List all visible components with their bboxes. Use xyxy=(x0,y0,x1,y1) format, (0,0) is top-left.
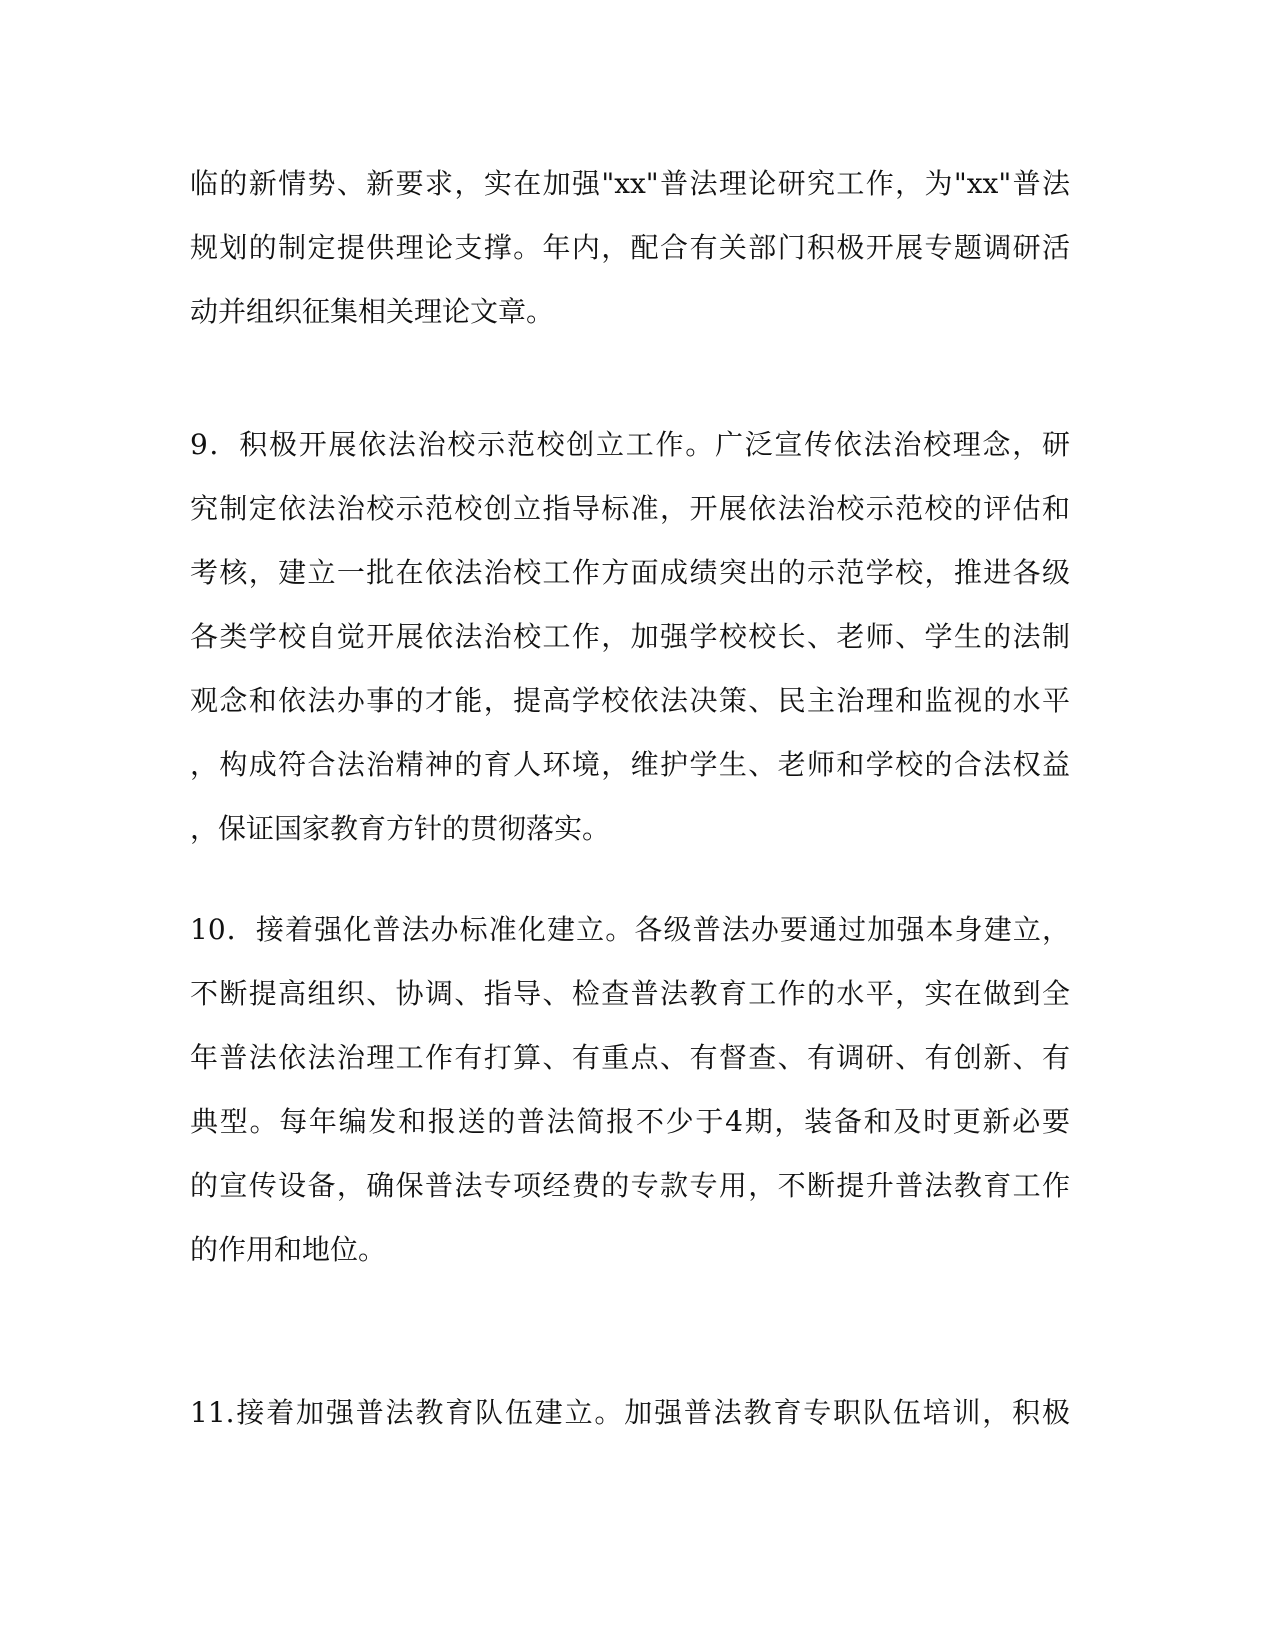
text-line: 不断提高组织、协调、指导、检查普法教育工作的水平，实在做到全 xyxy=(190,977,1070,1010)
text-line: 考核，建立一批在依法治校工作方面成绩突出的示范学校，推进各级 xyxy=(190,556,1070,589)
text-line: 11.接着加强普法教育队伍建立。加强普法教育专职队伍培训，积极 xyxy=(190,1396,1070,1429)
text-line: 10．接着强化普法办标准化建立。各级普法办要通过加强本身建立， xyxy=(190,913,1070,946)
paragraph-item-11 xyxy=(190,1381,1070,1445)
text-line: 临的新情势、新要求，实在加强"xx"普法理论研究工作，为"xx"普法 xyxy=(190,167,1070,200)
text-line: 9．积极开展依法治校示范校创立工作。广泛宣传依法治校理念，研 xyxy=(190,428,1070,461)
text-line: 年普法依法治理工作有打算、有重点、有督查、有调研、有创新、有 xyxy=(190,1041,1070,1074)
text-line: 观念和依法办事的才能，提高学校依法决策、民主治理和监视的水平 xyxy=(190,684,1070,717)
paragraph-item-9 xyxy=(190,413,1070,861)
text-line: ，构成符合法治精神的育人环境，维护学生、老师和学校的合法权益 xyxy=(190,748,1070,781)
text-line: ，保证国家教育方针的贯彻落实。 xyxy=(190,812,611,845)
text-line: 各类学校自觉开展依法治校工作，加强学校校长、老师、学生的法制 xyxy=(190,620,1070,653)
text-line: 动并组织征集相关理论文章。 xyxy=(190,295,555,328)
paragraph-item-10 xyxy=(190,898,1070,1282)
text-line: 究制定依法治校示范校创立指导标准，开展依法治校示范校的评估和 xyxy=(190,492,1070,525)
text-line: 规划的制定提供理论支撑。年内，配合有关部门积极开展专题调研活 xyxy=(190,231,1070,264)
text-line: 典型。每年编发和报送的普法简报不少于4期，装备和及时更新必要 xyxy=(190,1105,1070,1138)
text-line: 的宣传设备，确保普法专项经费的专款专用，不断提升普法教育工作 xyxy=(190,1169,1070,1202)
text-line: 的作用和地位。 xyxy=(190,1233,387,1266)
paragraph-research xyxy=(190,152,1070,344)
